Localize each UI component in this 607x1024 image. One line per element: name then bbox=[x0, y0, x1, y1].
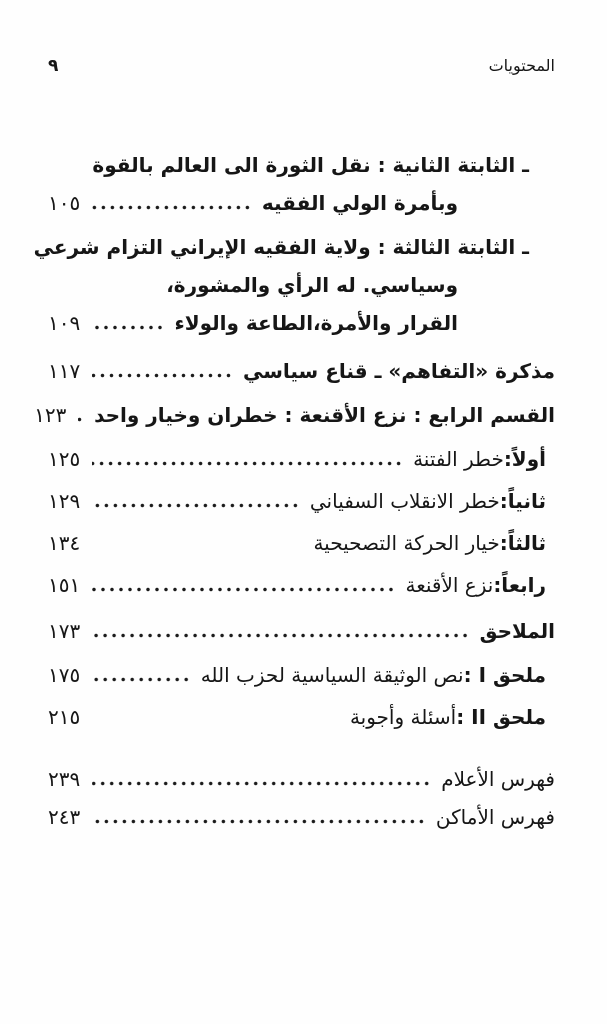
toc-entry-label: ثانياً: bbox=[499, 489, 546, 513]
toc-list bbox=[33, 146, 555, 836]
toc-page-number: ١٥١ bbox=[48, 573, 81, 597]
toc-page-number: ١٢٣ bbox=[34, 403, 67, 427]
dotted-leader bbox=[92, 482, 300, 520]
toc-entry-label: القسم الرابع : نزع الأقنعة : خطران وخيار واحد bbox=[94, 403, 555, 427]
dotted-leader bbox=[92, 656, 191, 694]
toc-entry-label: مذكرة «التفاهم» ـ قناع سياسي bbox=[242, 359, 555, 383]
dotted-leader bbox=[92, 760, 431, 798]
toc-entry-label: أولاً: bbox=[503, 447, 546, 471]
toc-entry-label: رابعاً: bbox=[493, 573, 546, 597]
dotted-leader bbox=[92, 352, 233, 390]
dotted-leader bbox=[92, 304, 164, 342]
toc-entry-label: القرار والأمرة،الطاعة والولاء bbox=[174, 311, 458, 335]
toc-entry bbox=[48, 760, 555, 798]
toc-page-number: ١٣٤ bbox=[48, 531, 81, 555]
dotted-leader bbox=[92, 612, 470, 650]
toc-entry-text: فهرس الأعلام bbox=[441, 767, 555, 791]
toc-page-number: ١٧٣ bbox=[48, 619, 81, 643]
toc-page-number: ٢٣٩ bbox=[48, 767, 81, 791]
toc-entry bbox=[48, 612, 555, 650]
toc-entry-label: ملحق I : bbox=[463, 663, 546, 687]
toc-entry bbox=[34, 396, 555, 434]
toc-entry-text: خيار الحركة التصحيحية bbox=[313, 531, 500, 555]
toc-entry-label: الملاحق bbox=[479, 619, 555, 643]
toc-entry-text: نص الوثيقة السياسية لحزب الله bbox=[200, 663, 464, 687]
dotted-leader bbox=[92, 184, 252, 222]
toc-entry bbox=[48, 524, 555, 562]
toc-entry bbox=[48, 146, 555, 184]
dotted-leader bbox=[92, 524, 303, 562]
toc-entry-label: ـ الثابتة الثالثة : ولاية الفقيه الإيراني التزام شرعي bbox=[33, 235, 529, 259]
dotted-leader bbox=[92, 566, 395, 604]
dotted-leader bbox=[76, 146, 82, 184]
folio-page-number: ٩ bbox=[48, 56, 59, 76]
toc-entry bbox=[48, 798, 555, 836]
toc-entry bbox=[48, 440, 555, 478]
toc-entry-text: نزع الأقنعة bbox=[405, 573, 494, 597]
running-head bbox=[48, 56, 555, 80]
dotted-leader bbox=[18, 228, 24, 266]
dotted-leader bbox=[92, 698, 340, 736]
dotted-leader bbox=[78, 396, 84, 434]
toc-page-number: ١١٧ bbox=[48, 359, 81, 383]
toc-entry bbox=[48, 656, 555, 694]
toc-entry bbox=[48, 566, 555, 604]
toc-entry bbox=[48, 184, 555, 222]
contents-header-title: المحتويات bbox=[488, 56, 555, 75]
toc-entry bbox=[48, 482, 555, 520]
toc-entry bbox=[48, 266, 555, 304]
toc-entry-text: خطر الانقلاب السفياني bbox=[309, 489, 500, 513]
dotted-leader bbox=[92, 266, 156, 304]
toc-entry bbox=[48, 352, 555, 390]
toc-entry-label: وسياسي. له الرأي والمشورة، bbox=[166, 273, 458, 297]
toc-entry-label: ـ الثابتة الثانية : نقل الثورة الى العالم بالقوة bbox=[92, 153, 529, 177]
toc-entry-label: وبأمرة الولي الفقيه bbox=[261, 191, 458, 215]
toc-page-number: ١٢٩ bbox=[48, 489, 81, 513]
toc-entry bbox=[48, 304, 555, 342]
toc-entry bbox=[33, 228, 555, 266]
toc-entry-label: ثالثاً: bbox=[499, 531, 546, 555]
toc-page-number: ١٠٥ bbox=[48, 191, 81, 215]
toc-page-number: ١٧٥ bbox=[48, 663, 81, 687]
toc-entry-label: ملحق II : bbox=[456, 705, 546, 729]
dotted-leader bbox=[92, 440, 403, 478]
toc-entry-text: أسئلة وأجوبة bbox=[349, 705, 457, 729]
toc-page-number: ٢٤٣ bbox=[48, 805, 81, 829]
toc-page-number: ١٠٩ bbox=[48, 311, 81, 335]
toc-entry bbox=[48, 698, 555, 736]
toc-entry-text: فهرس الأماكن bbox=[435, 805, 555, 829]
toc-entry-text: خطر الفتنة bbox=[413, 447, 504, 471]
dotted-leader bbox=[92, 798, 426, 836]
toc-page-number: ٢١٥ bbox=[48, 705, 81, 729]
toc-page-number: ١٢٥ bbox=[48, 447, 81, 471]
